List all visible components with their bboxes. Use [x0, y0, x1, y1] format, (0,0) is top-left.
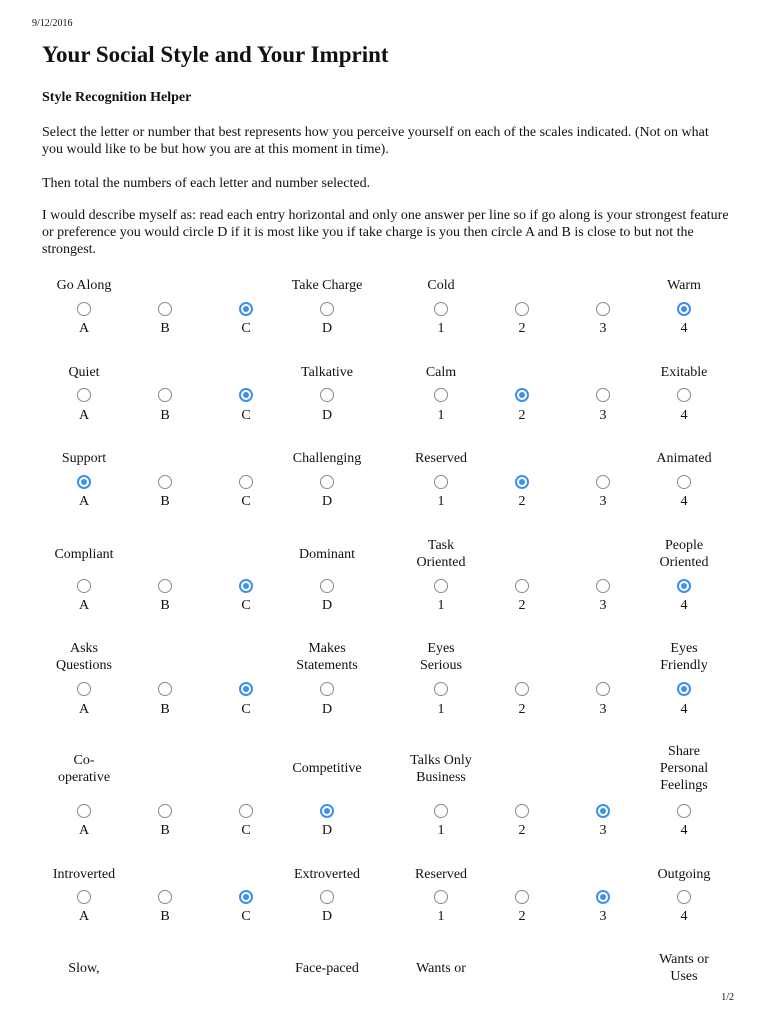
- option-label: 3: [599, 823, 607, 838]
- radio-option-4[interactable]: [677, 579, 691, 593]
- scale-label: People Oriented: [659, 538, 709, 570]
- option-label: B: [160, 702, 170, 717]
- radio-option-2[interactable]: [515, 890, 529, 904]
- option-label: 3: [599, 909, 607, 924]
- option-label: C: [241, 494, 251, 509]
- option-label: 4: [680, 702, 688, 717]
- radio-option-b[interactable]: [158, 302, 172, 316]
- option-label: D: [321, 321, 333, 336]
- option-label: 2: [518, 702, 526, 717]
- option-label: 3: [599, 598, 607, 613]
- option-label: 2: [518, 598, 526, 613]
- option-label: B: [160, 598, 170, 613]
- scale-label: Eyes Serious: [420, 641, 462, 673]
- radio-option-a[interactable]: [77, 302, 91, 316]
- option-label: 4: [680, 321, 688, 336]
- option-label: 4: [680, 909, 688, 924]
- scale-label: Asks Questions: [56, 641, 112, 673]
- radio-option-1[interactable]: [434, 579, 448, 593]
- radio-option-d[interactable]: [320, 804, 334, 818]
- option-label: 1: [437, 494, 445, 509]
- option-label: 3: [599, 702, 607, 717]
- scale-label: Task Oriented: [416, 538, 466, 570]
- radio-option-3[interactable]: [596, 890, 610, 904]
- scale-label: Reserved: [414, 867, 468, 882]
- page-title: Your Social Style and Your Imprint: [42, 42, 389, 67]
- page-number: 1/2: [721, 992, 734, 1003]
- scale-label: Face-paced: [295, 960, 359, 976]
- scale-label: Calm: [425, 365, 457, 380]
- option-label: 3: [599, 321, 607, 336]
- option-label: 3: [599, 408, 607, 423]
- radio-option-2[interactable]: [515, 579, 529, 593]
- radio-option-d[interactable]: [320, 682, 334, 696]
- option-label: D: [321, 909, 333, 924]
- option-label: B: [160, 823, 170, 838]
- option-label: A: [78, 823, 90, 838]
- radio-option-3[interactable]: [596, 302, 610, 316]
- radio-option-3[interactable]: [596, 682, 610, 696]
- radio-option-c[interactable]: [239, 388, 253, 402]
- instruction-paragraph-2: Then total the numbers of each letter and number selected.: [42, 176, 371, 191]
- scale-label: Challenging: [292, 451, 362, 466]
- radio-option-c[interactable]: [239, 579, 253, 593]
- radio-option-2[interactable]: [515, 475, 529, 489]
- radio-option-1[interactable]: [434, 804, 448, 818]
- option-label: 1: [437, 321, 445, 336]
- instruction-paragraph-1: Select the letter or number that best represents how you perceive yourself on each of the scales indicated. (Not on what you would like to be but how you are at this moment in time).: [42, 125, 709, 157]
- scale-label: Competitive: [292, 761, 362, 776]
- radio-option-d[interactable]: [320, 475, 334, 489]
- radio-option-4[interactable]: [677, 890, 691, 904]
- radio-option-b[interactable]: [158, 388, 172, 402]
- radio-option-b[interactable]: [158, 579, 172, 593]
- option-label: D: [321, 494, 333, 509]
- option-label: A: [78, 702, 90, 717]
- option-label: 1: [437, 702, 445, 717]
- option-label: 4: [680, 823, 688, 838]
- radio-option-4[interactable]: [677, 388, 691, 402]
- option-label: 2: [518, 408, 526, 423]
- instruction-paragraph-3: I would describe myself as: read each entry horizontal and only one answer per line so if go along is your strongest feature or preference you would circle D if it is most like you if take charge is you then circle A and B is close to but not the strongest.: [42, 208, 729, 257]
- radio-option-3[interactable]: [596, 804, 610, 818]
- option-label: B: [160, 408, 170, 423]
- option-label: B: [160, 321, 170, 336]
- scale-label: Makes Statements: [296, 641, 358, 673]
- radio-option-c[interactable]: [239, 302, 253, 316]
- scale-label: Slow,: [68, 960, 100, 976]
- scale-label: Extroverted: [293, 867, 361, 882]
- radio-option-b[interactable]: [158, 890, 172, 904]
- radio-option-2[interactable]: [515, 682, 529, 696]
- radio-option-a[interactable]: [77, 475, 91, 489]
- radio-option-d[interactable]: [320, 890, 334, 904]
- option-label: C: [241, 702, 251, 717]
- radio-option-d[interactable]: [320, 302, 334, 316]
- option-label: C: [241, 408, 251, 423]
- option-label: 1: [437, 823, 445, 838]
- option-label: A: [78, 321, 90, 336]
- option-label: C: [241, 909, 251, 924]
- option-label: C: [241, 598, 251, 613]
- option-label: 4: [680, 494, 688, 509]
- radio-option-c[interactable]: [239, 682, 253, 696]
- scale-label: Share Personal Feelings: [659, 744, 709, 793]
- radio-option-b[interactable]: [158, 682, 172, 696]
- radio-option-1[interactable]: [434, 475, 448, 489]
- option-label: C: [241, 823, 251, 838]
- radio-option-c[interactable]: [239, 475, 253, 489]
- scale-label: Dominant: [299, 546, 355, 562]
- radio-option-a[interactable]: [77, 388, 91, 402]
- radio-option-3[interactable]: [596, 579, 610, 593]
- radio-option-4[interactable]: [677, 682, 691, 696]
- scale-label: Reserved: [414, 451, 468, 466]
- option-label: 3: [599, 494, 607, 509]
- radio-option-c[interactable]: [239, 804, 253, 818]
- scale-label: Talks Only Business: [410, 752, 472, 785]
- option-label: A: [78, 494, 90, 509]
- option-label: 1: [437, 598, 445, 613]
- radio-option-4[interactable]: [677, 302, 691, 316]
- radio-option-2[interactable]: [515, 804, 529, 818]
- option-label: D: [321, 702, 333, 717]
- option-label: C: [241, 321, 251, 336]
- scale-label: Wants or Uses: [659, 952, 709, 984]
- scale-label: Take Charge: [291, 278, 363, 293]
- option-label: D: [321, 598, 333, 613]
- scale-label: Outgoing: [657, 867, 711, 882]
- radio-option-d[interactable]: [320, 579, 334, 593]
- radio-option-1[interactable]: [434, 388, 448, 402]
- scale-label: Talkative: [301, 365, 353, 380]
- scale-label: Warm: [667, 278, 701, 293]
- option-label: 2: [518, 321, 526, 336]
- radio-option-1[interactable]: [434, 890, 448, 904]
- radio-option-2[interactable]: [515, 302, 529, 316]
- radio-option-1[interactable]: [434, 682, 448, 696]
- scale-label: Compliant: [54, 546, 114, 562]
- scale-label: Cold: [427, 278, 455, 293]
- radio-option-3[interactable]: [596, 388, 610, 402]
- option-label: A: [78, 909, 90, 924]
- scale-label: Animated: [656, 451, 712, 466]
- radio-option-4[interactable]: [677, 475, 691, 489]
- radio-option-4[interactable]: [677, 804, 691, 818]
- section-subtitle: Style Recognition Helper: [42, 90, 192, 105]
- scale-label: Eyes Friendly: [660, 641, 708, 673]
- option-label: D: [321, 823, 333, 838]
- radio-option-a[interactable]: [77, 804, 91, 818]
- radio-option-a[interactable]: [77, 579, 91, 593]
- option-label: 2: [518, 909, 526, 924]
- radio-option-c[interactable]: [239, 890, 253, 904]
- scale-label: Wants or: [416, 960, 466, 976]
- scale-label: Quiet: [68, 365, 100, 380]
- option-label: 1: [437, 909, 445, 924]
- option-label: 2: [518, 494, 526, 509]
- scale-label: Go Along: [56, 278, 112, 293]
- option-label: 4: [680, 598, 688, 613]
- option-label: 2: [518, 823, 526, 838]
- scale-label: Exitable: [660, 365, 708, 380]
- scale-label: Introverted: [52, 867, 116, 882]
- radio-option-3[interactable]: [596, 475, 610, 489]
- radio-option-b[interactable]: [158, 804, 172, 818]
- radio-option-1[interactable]: [434, 302, 448, 316]
- radio-option-d[interactable]: [320, 388, 334, 402]
- radio-option-a[interactable]: [77, 890, 91, 904]
- radio-option-b[interactable]: [158, 475, 172, 489]
- option-label: B: [160, 909, 170, 924]
- option-label: D: [321, 408, 333, 423]
- option-label: A: [78, 408, 90, 423]
- scale-label: Co- operative: [57, 752, 111, 785]
- radio-option-2[interactable]: [515, 388, 529, 402]
- radio-option-a[interactable]: [77, 682, 91, 696]
- option-label: A: [78, 598, 90, 613]
- scale-label: Support: [61, 451, 107, 466]
- print-date: 9/12/2016: [32, 18, 73, 29]
- option-label: 4: [680, 408, 688, 423]
- option-label: B: [160, 494, 170, 509]
- option-label: 1: [437, 408, 445, 423]
